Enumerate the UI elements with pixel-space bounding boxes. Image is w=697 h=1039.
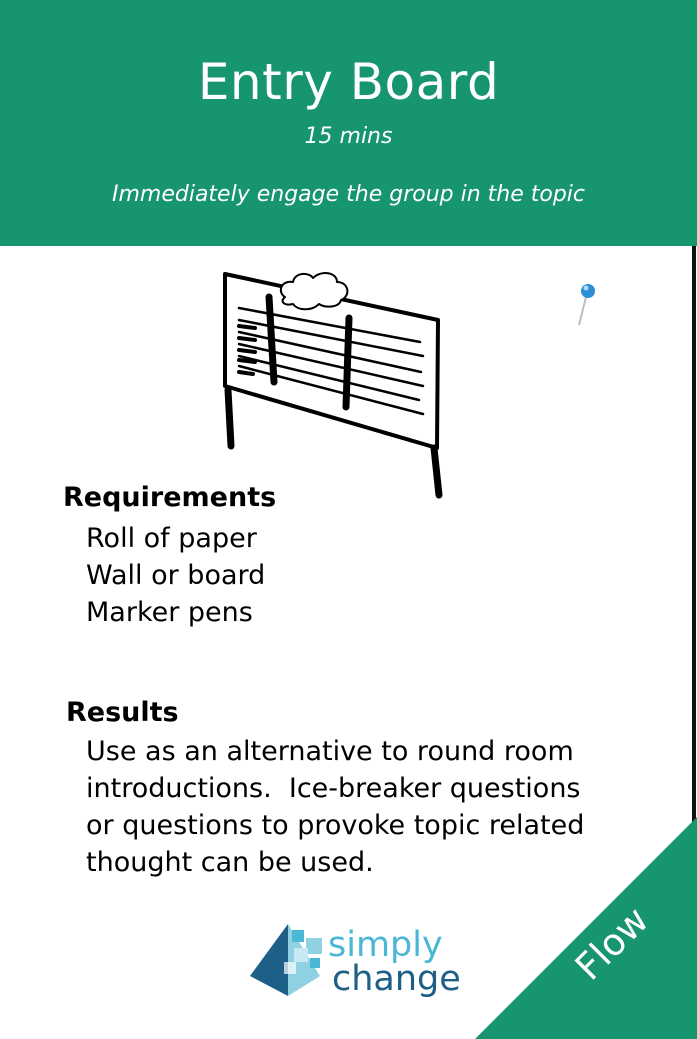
results-heading: Results xyxy=(66,697,179,728)
category-label: Flow xyxy=(566,898,658,989)
list-item: Roll of paper xyxy=(86,523,257,554)
push-pin-icon xyxy=(572,281,598,329)
card-title: Entry Board xyxy=(197,53,500,111)
card-duration: 15 mins xyxy=(304,124,393,149)
card-edge xyxy=(692,246,696,846)
category-corner xyxy=(475,817,697,1039)
list-item: Marker pens xyxy=(86,597,253,628)
requirements-list xyxy=(86,520,265,631)
list-item: Wall or board xyxy=(86,560,266,591)
card-tagline: Immediately engage the group in the topic xyxy=(111,182,586,207)
requirements-heading: Requirements xyxy=(63,482,277,513)
results-line: thought can be used. xyxy=(86,847,374,878)
results-line: introductions. Ice-breaker questions xyxy=(86,773,581,804)
card-header xyxy=(0,0,697,246)
results-line: Use as an alternative to round room xyxy=(86,736,574,767)
logo-word-change: change xyxy=(332,959,461,999)
logo-word-simply: simply xyxy=(328,925,443,965)
board-on-stand-icon xyxy=(215,262,455,502)
simply-change-logo-icon xyxy=(248,922,328,998)
results-line: or questions to provoke topic related xyxy=(86,810,585,841)
